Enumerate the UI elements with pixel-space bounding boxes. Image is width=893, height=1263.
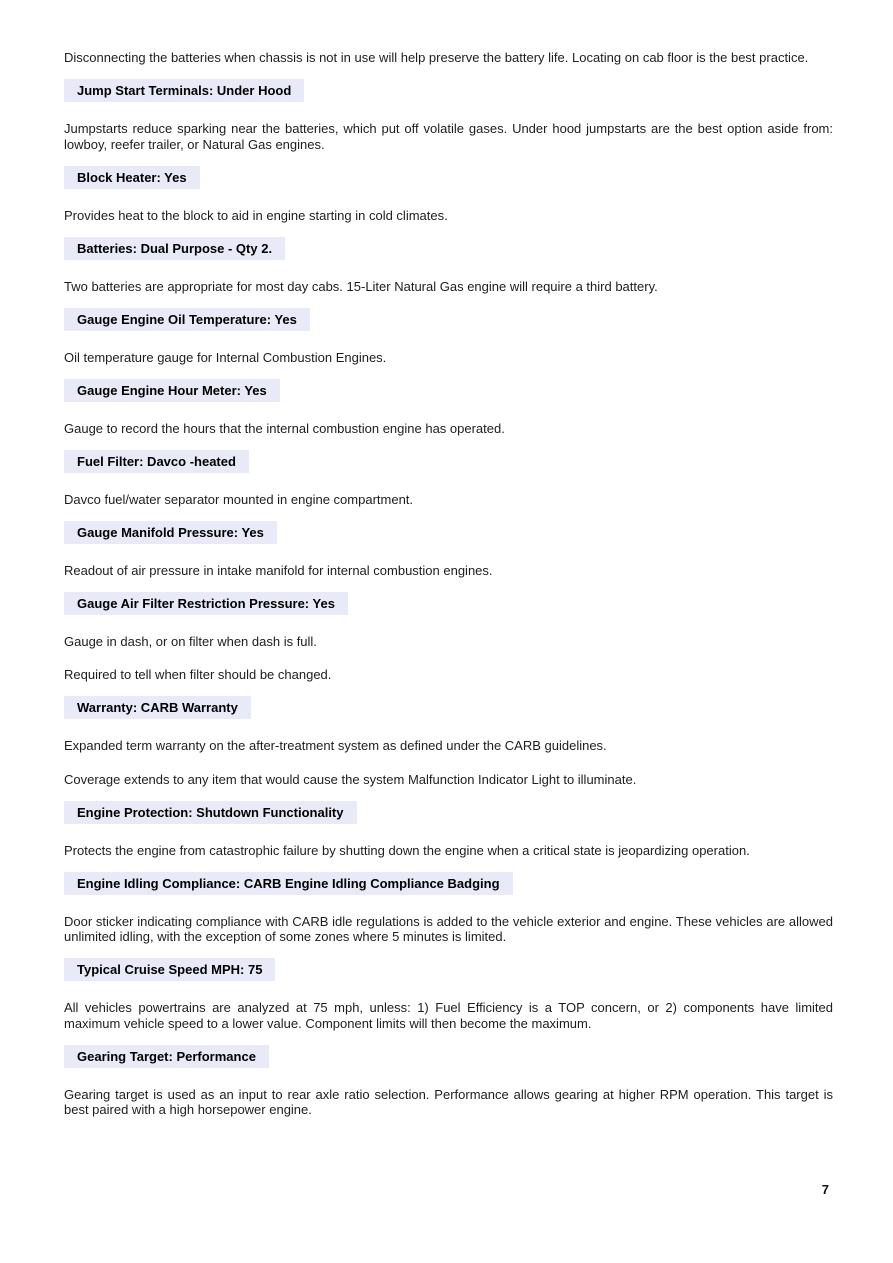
- spec-heading-label: Batteries: Dual Purpose - Qty 2.: [64, 237, 285, 260]
- page-number: 7: [821, 1182, 829, 1197]
- body-paragraph: Readout of air pressure in intake manifold for internal combustion engines.: [64, 562, 493, 578]
- body-paragraph: Disconnecting the batteries when chassis is not in use will help preserve the battery life. Locating on cab floor is the best practice.: [64, 50, 809, 65]
- body-paragraph: Provides heat to the block to aid in engine starting in cold climates.: [64, 207, 448, 223]
- spec-heading-label: Gauge Air Filter Restriction Pressure: Yes: [64, 592, 348, 615]
- body-paragraph: Coverage extends to any item that would cause the system Malfunction Indicator Light to illuminate.: [64, 771, 637, 787]
- spec-heading-row: [64, 379, 833, 402]
- body-paragraph: Required to tell when filter should be changed.: [64, 667, 332, 682]
- body-paragraph: Gearing target is used as an input to rear axle ratio selection. Performance allows gearing at higher RPM operation. This target is best paired with a high horsepower engine.: [64, 1086, 833, 1117]
- spec-heading-row: [64, 1045, 833, 1068]
- spec-heading-row: [64, 872, 833, 895]
- body-paragraph: Oil temperature gauge for Internal Combustion Engines.: [64, 349, 387, 365]
- spec-heading-label: Typical Cruise Speed MPH: 75: [64, 958, 275, 981]
- body-paragraph: Protects the engine from catastrophic failure by shutting down the engine when a critical state is jeopardizing operation.: [64, 842, 750, 858]
- body-paragraph: Gauge to record the hours that the internal combustion engine has operated.: [64, 420, 505, 436]
- spec-heading-label: Jump Start Terminals: Under Hood: [64, 79, 304, 102]
- body-paragraph: Jumpstarts reduce sparking near the batteries, which put off volatile gases. Under hood jumpstarts are the best option aside from: lowboy, reefer trailer, or Natural Gas engines.: [64, 121, 833, 152]
- document-content: [64, 50, 833, 1118]
- body-paragraph: Gauge in dash, or on filter when dash is full.: [64, 633, 317, 649]
- body-paragraph: All vehicles powertrains are analyzed at 75 mph, unless: 1) Fuel Efficiency is a TOP concern, or 2) components have limited maximum vehicle speed to a lower value. Component limits will then become the maximum.: [64, 1000, 833, 1031]
- spec-heading-row: [64, 801, 833, 824]
- spec-heading-label: Engine Protection: Shutdown Functionality: [64, 801, 357, 824]
- spec-heading-label: Fuel Filter: Davco -heated: [64, 450, 249, 473]
- spec-heading-row: [64, 237, 833, 260]
- spec-heading-row: [64, 696, 833, 719]
- spec-heading-label: Gauge Engine Hour Meter: Yes: [64, 379, 280, 402]
- spec-heading-row: [64, 521, 833, 544]
- spec-heading-row: [64, 450, 833, 473]
- body-paragraph: Door sticker indicating compliance with CARB idle regulations is added to the vehicle exterior and engine. These vehicles are allowed unlimited idling, with the exception of some zones where 5 minutes is limited.: [64, 913, 833, 944]
- body-paragraph: Davco fuel/water separator mounted in engine compartment.: [64, 491, 414, 507]
- body-paragraph: Expanded term warranty on the after-treatment system as defined under the CARB guidelines.: [64, 738, 607, 753]
- spec-heading-row: [64, 79, 833, 102]
- spec-heading-label: Engine Idling Compliance: CARB Engine Idling Compliance Badging: [64, 872, 513, 895]
- spec-heading-row: [64, 166, 833, 189]
- spec-heading-row: [64, 958, 833, 981]
- spec-heading-label: Warranty: CARB Warranty: [64, 696, 251, 719]
- spec-heading-label: Block Heater: Yes: [64, 166, 200, 189]
- body-paragraph: Two batteries are appropriate for most day cabs. 15-Liter Natural Gas engine will require a third battery.: [64, 278, 658, 294]
- spec-heading-label: Gauge Manifold Pressure: Yes: [64, 521, 277, 544]
- spec-heading-label: Gearing Target: Performance: [64, 1045, 269, 1068]
- spec-heading-row: [64, 592, 833, 615]
- spec-heading-label: Gauge Engine Oil Temperature: Yes: [64, 308, 310, 331]
- spec-heading-row: [64, 308, 833, 331]
